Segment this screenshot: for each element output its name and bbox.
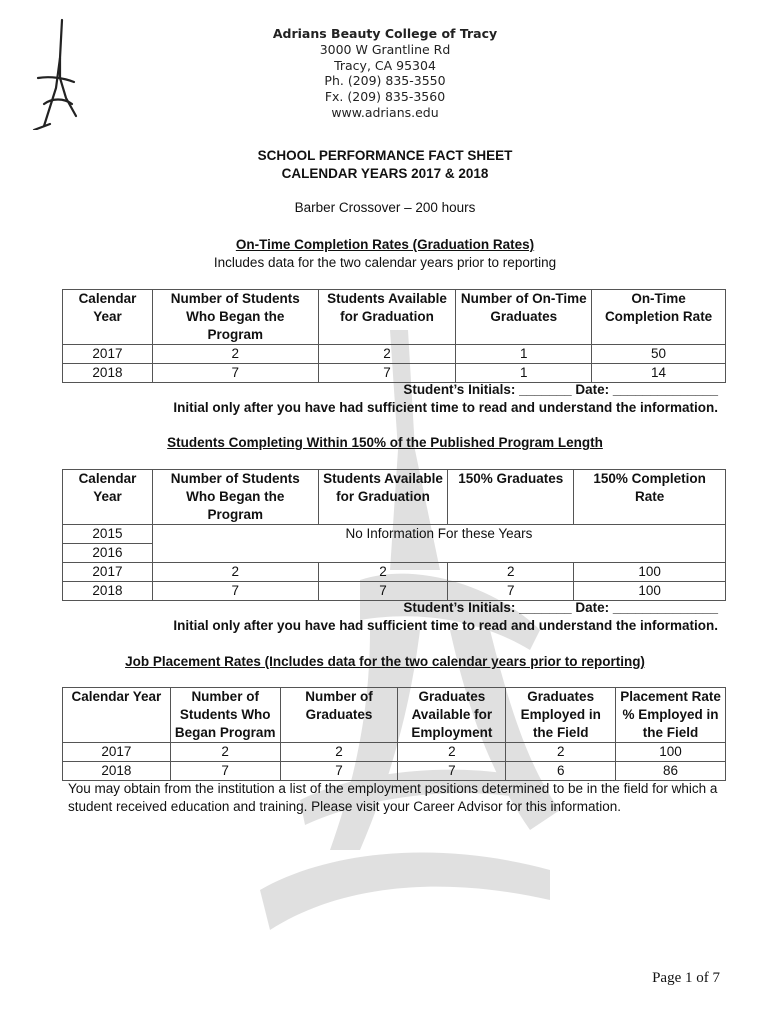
header-150-graduates: 150% Graduates <box>448 470 574 525</box>
table-cell: 7 <box>280 762 398 781</box>
header-ontime-rate: On-Time Completion Rate <box>592 290 726 345</box>
header-ontime-graduates: Number of On-Time Graduates <box>456 290 592 345</box>
header-placement-rate: Placement Rate % Employed in the Field <box>616 688 726 743</box>
table-cell: 2 <box>318 345 456 364</box>
table-cell: 7 <box>170 762 280 781</box>
table-cell: 2 <box>506 743 616 762</box>
table-cell: 6 <box>506 762 616 781</box>
placement-table <box>62 687 726 781</box>
title-line-2: CALENDAR YEARS 2017 & 2018 <box>281 165 489 181</box>
ontime-section-subtitle: Includes data for the two calendar years prior to reporting <box>213 255 557 270</box>
school-header <box>0 26 770 121</box>
school-city: Tracy, CA 95304 <box>334 57 436 73</box>
header-graduates: Number of Graduates <box>280 688 398 743</box>
table-cell: 2018 <box>63 582 153 601</box>
ontime-table <box>62 289 726 383</box>
header-graduates-available: Graduates Available for Employment <box>398 688 506 743</box>
within150-section-title: Students Completing Within 150% of the Published Program Length <box>167 435 603 450</box>
table-row <box>63 563 726 582</box>
header-students-began: Number of Students Who Began Program <box>170 688 280 743</box>
table-header-row <box>63 290 726 345</box>
table-cell: 2 <box>170 743 280 762</box>
table-row <box>63 345 726 364</box>
table-row <box>63 762 726 781</box>
table-cell: 7 <box>152 364 318 383</box>
header-students-began: Number of Students Who Began the Program <box>152 470 318 525</box>
initials-date-line: Student’s Initials: _______ Date: ______________ <box>403 382 718 397</box>
table-cell: 2 <box>152 345 318 364</box>
table-cell: 14 <box>592 364 726 383</box>
header-students-available: Students Available for Graduation <box>318 470 448 525</box>
table-cell: 100 <box>574 563 726 582</box>
school-fax: Fx. (209) 835-3560 <box>324 89 446 105</box>
table-cell: 7 <box>448 582 574 601</box>
school-website: www.adrians.edu <box>331 104 439 120</box>
program-name: Barber Crossover – 200 hours <box>294 200 476 215</box>
table-header-row <box>63 470 726 525</box>
initials-instruction: Initial only after you have had sufficient time to read and understand the information. <box>173 400 718 415</box>
table-cell: 100 <box>616 743 726 762</box>
table-row <box>63 525 726 544</box>
eiffel-watermark-image <box>240 330 570 970</box>
table-row <box>63 582 726 601</box>
table-cell: 86 <box>616 762 726 781</box>
table-cell: 2018 <box>63 364 153 383</box>
career-advisor-note: You may obtain from the institution a list of the employment positions determined to be in the field for which a student received education and training. Please visit your Career Advisor for this information. <box>68 781 718 814</box>
placement-section-title: Job Placement Rates (Includes data for the two calendar years prior to reporting) <box>125 654 645 669</box>
header-students-began: Number of Students Who Began the Program <box>152 290 318 345</box>
table-cell: 1 <box>456 364 592 383</box>
table-cell: 1 <box>456 345 592 364</box>
title-line-1: SCHOOL PERFORMANCE FACT SHEET <box>257 148 513 163</box>
table-cell: 100 <box>574 582 726 601</box>
school-phone: Ph. (209) 835-3550 <box>324 73 446 89</box>
header-150-rate: 150% Completion Rate <box>574 470 726 525</box>
table-cell: 2017 <box>63 563 153 582</box>
initials-block <box>173 381 718 417</box>
table-cell: 2015 <box>63 525 153 544</box>
table-cell: 2 <box>318 563 448 582</box>
table-cell: 7 <box>318 364 456 383</box>
table-row <box>63 364 726 383</box>
table-cell: 2018 <box>63 762 171 781</box>
table-cell: 2 <box>152 563 318 582</box>
table-cell: 2017 <box>63 345 153 364</box>
no-information-cell: No Information For these Years <box>152 525 725 563</box>
school-address: 3000 W Grantline Rd <box>319 41 451 57</box>
header-graduates-employed: Graduates Employed in the Field <box>506 688 616 743</box>
table-cell: 2 <box>398 743 506 762</box>
table-cell: 7 <box>318 582 448 601</box>
table-cell: 2 <box>448 563 574 582</box>
within150-table <box>62 469 726 601</box>
table-cell: 7 <box>152 582 318 601</box>
header-calendar-year: Calendar Year <box>63 470 153 525</box>
ontime-section-title: On-Time Completion Rates (Graduation Rates) <box>235 237 535 252</box>
header-students-available: Students Available for Graduation <box>318 290 456 345</box>
table-header-row <box>63 688 726 743</box>
document-title <box>0 147 770 182</box>
page-number: Page 1 of 7 <box>652 970 720 986</box>
table-cell: 2016 <box>63 544 153 563</box>
table-cell: 7 <box>398 762 506 781</box>
school-name: Adrians Beauty College of Tracy <box>272 26 498 41</box>
table-cell: 50 <box>592 345 726 364</box>
table-cell: 2 <box>280 743 398 762</box>
initials-block-2 <box>173 599 718 635</box>
header-calendar-year: Calendar Year <box>63 290 153 345</box>
table-cell: 2017 <box>63 743 171 762</box>
initials-date-line: Student’s Initials: _______ Date: ______________ <box>403 600 718 615</box>
initials-instruction: Initial only after you have had sufficient time to read and understand the information. <box>173 618 718 633</box>
header-calendar-year: Calendar Year <box>63 688 171 743</box>
table-row <box>63 743 726 762</box>
